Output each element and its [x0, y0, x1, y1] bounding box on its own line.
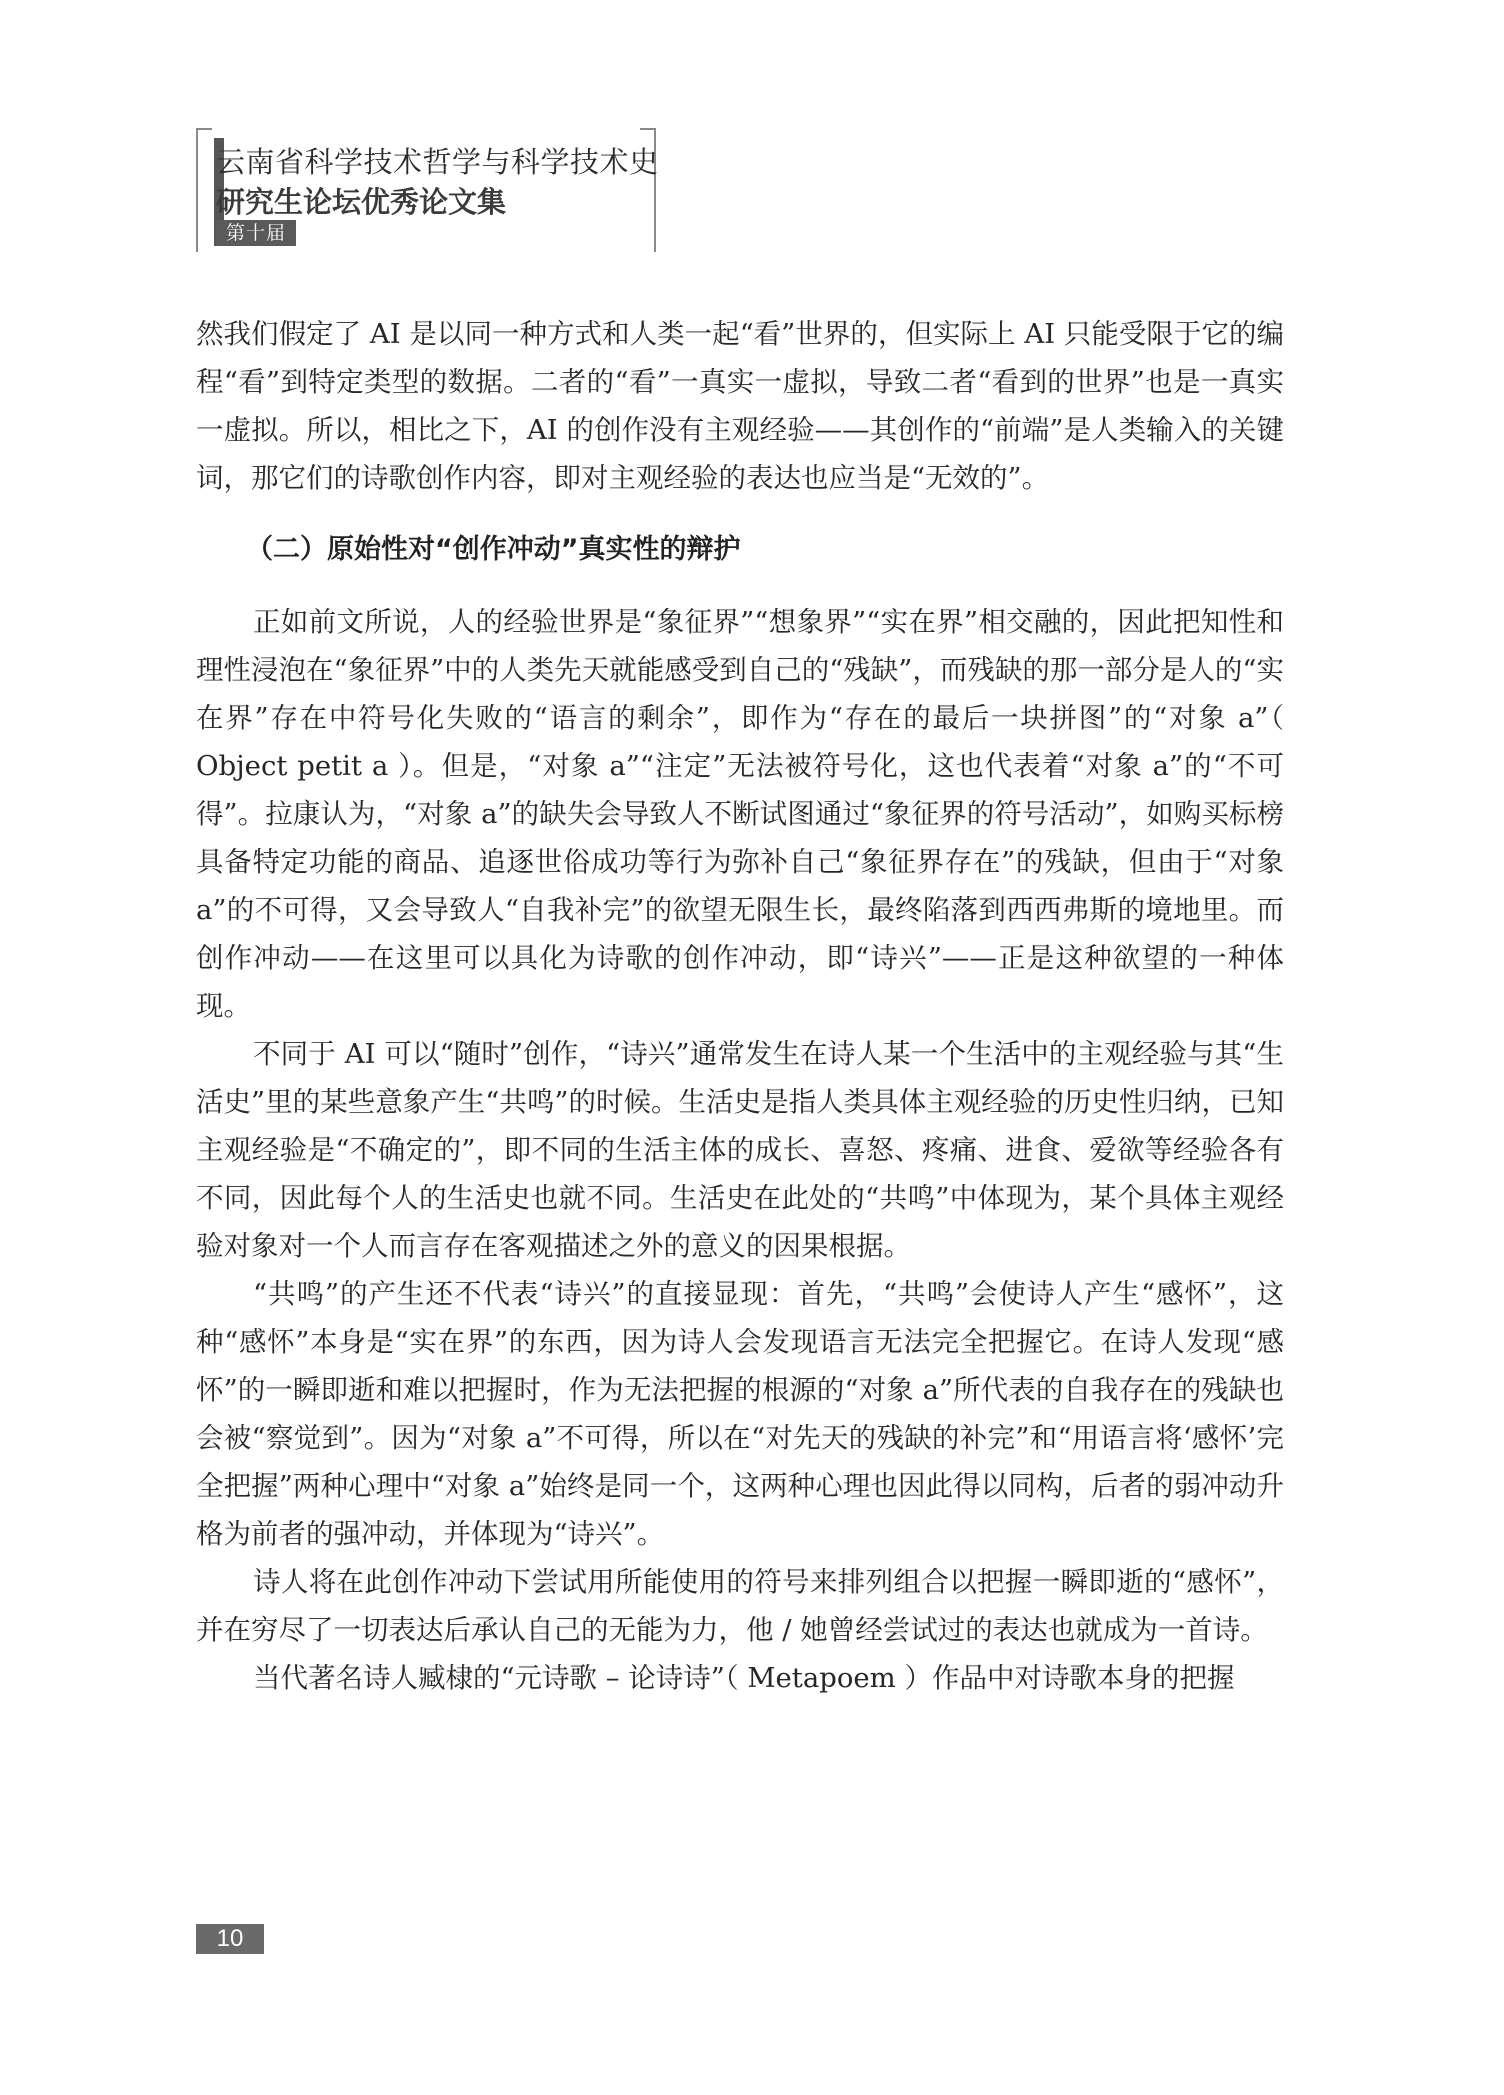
paragraph: “共鸣”的产生还不代表“诗兴”的直接显现：首先，“共鸣”会使诗人产生“感怀”，这种“感怀”本身是“实在界”的东西，因为诗人会发现语言无法完全把握它。在诗人发现“感怀”的一瞬即逝和难以把握时，作为无法把握的根源的“对象 a”所代表的自我存在的残缺也会被“察觉到”。因为“对象 a”不可得，所以在“对先天的残缺的补完”和“用语言将‘感怀’完全把握”两种心理中“对象 a”始终是同一个，这两种心理也因此得以同构，后者的弱冲动升格为前者的强冲动，并体现为“诗兴”。 [196, 1278, 1284, 1550]
header-frame-left [196, 128, 212, 252]
paragraph: 正如前文所说，人的经验世界是“象征界”“想象界”“实在界”相交融的，因此把知性和理性浸泡在“象征界”中的人类先天就能感受到自己的“残缺”，而残缺的那一部分是人的“实在界”存在中符号化失败的“语言的剩余”，即作为“存在的最后一块拼图”的“对象 a”（ Object petit a ）。但是，“对象 a”“注定”无法被符号化，这也代表着“对象 a”的“不可得”。拉康认为，“对象 a”的缺失会导致人不断试图通过“象征界的符号活动”，如购买标榜具备特定功能的商品、追逐世俗成功等行为弥补自己“象征界存在”的残缺，但由于“对象 a”的不可得，又会导致人“自我补完”的欲望无限生长，最终陷落到西西弗斯的境地里。而创作冲动——在这里可以具化为诗歌的创作冲动，即“诗兴”——正是这种欲望的一种体现。 [196, 606, 1284, 1022]
page-number: 10 [196, 1924, 264, 1954]
book-title-line-1: 云南省科学技术哲学与科学技术史 [216, 145, 659, 179]
paragraph: 不同于 AI 可以“随时”创作，“诗兴”通常发生在诗人某一个生活中的主观经验与其“生活史”里的某些意象产生“共鸣”的时候。生活史是指人类具体主观经验的历史性归纳，已知主观经验是“不确定的”，即不同的生活主体的成长、喜怒、疼痛、进食、爱欲等经验各有不同，因此每个人的生活史也就不同。生活史在此处的“共鸣”中体现为，某个具体主观经验对象对一个人而言存在客观描述之外的意义的因果根据。 [196, 1038, 1284, 1262]
book-title-line-2: 研究生论坛优秀论文集 [216, 185, 507, 219]
edition-badge: 第十届 [216, 220, 296, 246]
section-heading: （二）原始性对“创作冲动”真实性的辩护 [246, 534, 741, 565]
running-header [196, 128, 659, 250]
paragraph: 诗人将在此创作冲动下尝试用所能使用的符号来排列组合以把握一瞬即逝的“感怀”，并在穷尽了一切表达后承认自己的无能为力，他 / 她曾经尝试过的表达也就成为一首诗。 [196, 1566, 1284, 1646]
page-body [196, 310, 1284, 1702]
paragraph: 当代著名诗人臧棣的“元诗歌 – 论诗诗”（ Metapoem ）作品中对诗歌本身的把握 [253, 1662, 1235, 1694]
paragraph-continued: 然我们假定了 AI 是以同一种方式和人类一起“看”世界的，但实际上 AI 只能受限于它的编程“看”到特定类型的数据。二者的“看”一真实一虚拟，导致二者“看到的世界”也是一真实一虚拟。所以，相比之下，AI 的创作没有主观经验——其创作的“前端”是人类输入的关键词，那它们的诗歌创作内容，即对主观经验的表达也应当是“无效的”。 [196, 318, 1284, 494]
